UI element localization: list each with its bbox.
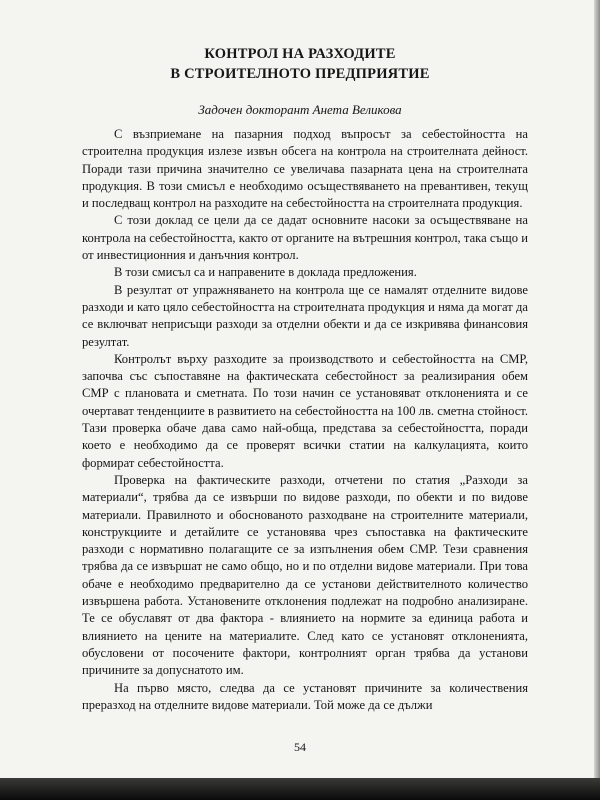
scan-edge-bottom xyxy=(0,778,600,800)
paragraph: С възприемане на пазарния подход въпросът за себестойността на строителна продукция излезе извън обсега на контрола на строителната дейност. Поради тази причина значително се увеличава пазарната цена на строителната продукция. В този смисъл е необходимо осъществяването на превантивен, текущ и последващ контрол на разходите на себестойността на строителната продукция. xyxy=(82,127,528,211)
paragraph: В резултат от упражняването на контрола ще се намалят отделните видове разходи и като цяло себестойността на строителната продукция и няма да могат да се включват неприсъщи разходи за отделни обекти и да се изкривява финансовия резултат. xyxy=(82,282,528,349)
title-line-1: КОНТРОЛ НА РАЗХОДИТЕ xyxy=(204,46,396,62)
page-number: 54 xyxy=(294,740,306,754)
paragraph: На първо място, следва да се установят причините за количествения преразход на отделните видове материали. Той може да се дължи xyxy=(82,680,528,712)
paragraph: Контролът върху разходите за производството и себестойността на СМР, започва със съпоставяне на фактическата себестойност за реализирания обем СМР с плановата и сметната. По този начин се установяват отклоненията и се очертават тенденциите в развитието на себестойността на 100 лв. сметна стойност. Тази проверка обаче дава само най-обща, представа за себестойността, поради което е необходимо да се проверят всички статии на калкулацията, които формират себестойността. xyxy=(82,351,528,470)
body-text xyxy=(82,126,528,714)
page-title xyxy=(0,44,600,84)
title-line-2: В СТРОИТЕЛНОТО ПРЕДПРИЯТИЕ xyxy=(170,66,430,82)
scan-edge-right xyxy=(594,0,600,800)
paragraph: С този доклад се цели да се дадат основните насоки за осъществяване на контрола на себестойността, както от органите на вътрешния контрол, така също и от инвестиционния и данъчния контрол. xyxy=(82,213,528,263)
paragraph: Проверка на фактическите разходи, отчетени по статия „Разходи за материали“, трябва да се извърши по видове разходи, по обекти и по видове материали. Правилното и обоснованото разходване на строителните материали, конструкциите и детайлите се установява чрез съпоставка на фактическите разходи с нормативно полагащите се за изпълнения обем СМР. Тези сравнения трябва да се извършат не само общо, но и по отделни видове материали. При това обаче е необходимо предварително да се установи действителното количество извършена работа. Установените отклонения подлежат на подробно анализиране. Те се обуславят от два фактора - влиянието на нормите за единица работа и влиянието на цените на материалите. След като се установят отклоненията, обусловени от посочените фактори, контролният орган трябва да установи причините за допуснатото им. xyxy=(82,472,528,678)
author-line: Задочен докторант Анета Великова xyxy=(198,102,402,117)
paragraph: В този смисъл са и направените в доклада предложения. xyxy=(114,265,417,280)
